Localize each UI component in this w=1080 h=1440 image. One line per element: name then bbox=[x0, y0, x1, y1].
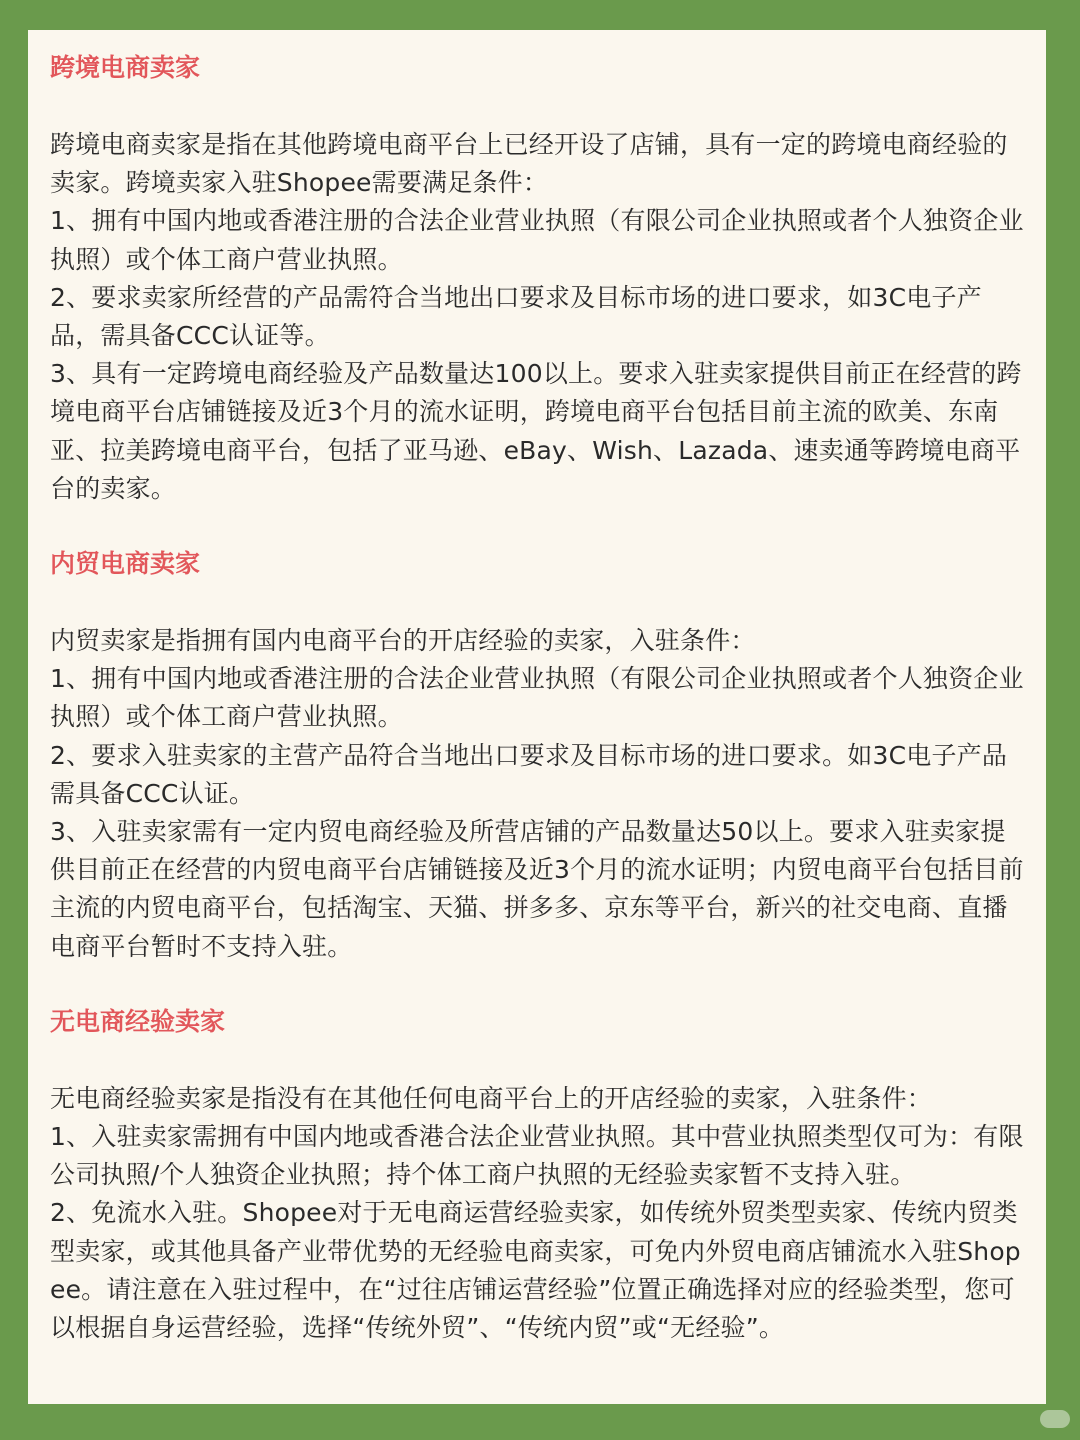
condition-item: 3、入驻卖家需有一定内贸电商经验及所营店铺的产品数量达50以上。要求入驻卖家提供目前正在经营的内贸电商平台店铺链接及近3个月的流水证明；内贸电商平台包括目前主流的内贸电商平台，包括淘宝、天猫、拼多多、京东等平台，新兴的社交电商、直播电商平台暂时不支持入驻。 bbox=[50, 817, 1024, 961]
section-title-domestic: 内贸电商卖家 bbox=[50, 549, 201, 579]
watermark-badge bbox=[1040, 1410, 1070, 1428]
section-intro: 无电商经验卖家是指没有在其他任何电商平台上的开店经验的卖家，入驻条件： bbox=[50, 1083, 933, 1113]
condition-item: 1、入驻卖家需拥有中国内地或香港合法企业营业执照。其中营业执照类型仅可为：有限公司执照/个人独资企业执照；持个体工商户执照的无经验卖家暂不支持入驻。 bbox=[50, 1122, 1024, 1190]
spacer bbox=[50, 966, 1026, 1004]
content-card bbox=[28, 30, 1046, 1404]
condition-item: 2、要求卖家所经营的产品需符合当地出口要求及目标市场的进口要求，如3C电子产品，需具备CCC认证等。 bbox=[50, 282, 982, 351]
condition-item: 1、拥有中国内地或香港注册的合法企业营业执照（有限公司企业执照或者个人独资企业执照）或个体工商户营业执照。 bbox=[50, 206, 1024, 274]
section-intro: 内贸卖家是指拥有国内电商平台的开店经验的卖家，入驻条件： bbox=[50, 626, 756, 656]
condition-item: 2、要求入驻卖家的主营产品符合当地出口要求及目标市场的进口要求。如3C电子产品需具备CCC认证。 bbox=[50, 740, 1008, 808]
condition-item: 3、具有一定跨境电商经验及产品数量达100以上。要求入驻卖家提供目前正在经营的跨境电商平台店铺链接及近3个月的流水证明，跨境电商平台包括目前主流的欧美、东南亚、拉美跨境电商平台，包括了亚马逊、eBay、Wish、Lazada、速卖通等跨境电商平台的卖家。 bbox=[50, 359, 1022, 503]
condition-item: 2、免流水入驻。Shopee对于无电商运营经验卖家，如传统外贸类型卖家、传统内贸类型卖家，或其他具备产业带优势的无经验电商卖家，可免内外贸电商店铺流水入驻Shopee。请注意在入驻过程中，在“过往店铺运营经验”位置正确选择对应的经验类型，您可以根据自身运营经验，选择“传统外贸”、“传统内贸”或“无经验”。 bbox=[50, 1198, 1021, 1343]
spacer bbox=[50, 508, 1026, 546]
section-title-no-experience: 无电商经验卖家 bbox=[50, 1006, 226, 1036]
section-intro: 跨境电商卖家是指在其他跨境电商平台上已经开设了店铺，具有一定的跨境电商经验的卖家。跨境卖家入驻Shopee需要满足条件： bbox=[50, 130, 1008, 198]
section-title-cross-border: 跨境电商卖家 bbox=[50, 53, 201, 82]
spacer bbox=[50, 86, 1026, 126]
spacer bbox=[50, 582, 1026, 622]
spacer bbox=[50, 1040, 1026, 1080]
condition-item: 1、拥有中国内地或香港注册的合法企业营业执照（有限公司企业执照或者个人独资企业执照）或个体工商户营业执照。 bbox=[50, 664, 1024, 732]
